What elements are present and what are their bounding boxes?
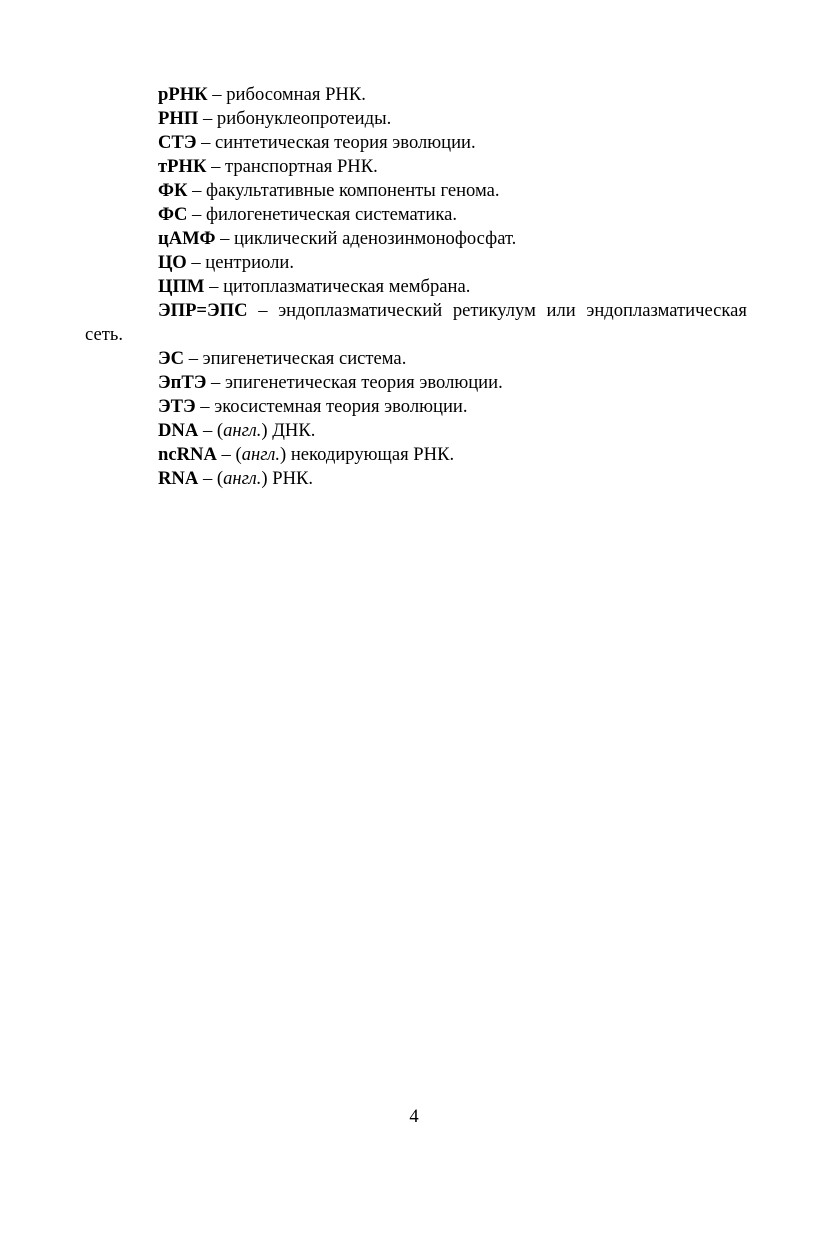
abbreviation-entry <box>85 395 747 419</box>
abbreviation-separator: – <box>247 300 279 321</box>
abbreviation-definition: факультативные компоненты генома. <box>206 180 500 201</box>
abbreviation-entry <box>85 347 747 371</box>
abbreviation-entry <box>85 203 747 227</box>
abbreviation-list <box>85 83 747 491</box>
abbreviation-entry <box>85 443 747 467</box>
abbreviation-separator: – <box>196 132 216 153</box>
abbreviation-definition: рибосомная РНК. <box>226 84 366 105</box>
abbreviation-separator: – <box>198 108 217 129</box>
abbreviation-entry <box>85 131 747 155</box>
abbreviation-entry <box>85 299 747 347</box>
abbreviation-entry <box>85 155 747 179</box>
abbreviation-separator: – ( <box>216 444 242 465</box>
abbreviation-separator: – <box>206 156 226 177</box>
abbreviation-separator: – ( <box>198 468 224 489</box>
abbreviation-separator: – <box>184 348 203 369</box>
abbreviation-definition: эпигенетическая система. <box>202 348 407 369</box>
abbreviation-term: ЭпТЭ <box>158 372 207 393</box>
abbreviation-definition: центриоли. <box>205 252 294 273</box>
abbreviation-entry <box>85 467 747 491</box>
abbreviation-separator: – <box>187 180 207 201</box>
abbreviation-definition: эндоплазматический ретикулум или эндоплазматическая сеть. <box>85 300 747 345</box>
abbreviation-term: ЦО <box>158 252 187 273</box>
abbreviation-definition: экосистемная теория эволюции. <box>214 396 468 417</box>
abbreviation-language-note: англ. <box>241 444 280 465</box>
abbreviation-definition: ) некодирующая РНК. <box>279 444 455 465</box>
abbreviation-definition: транспортная РНК. <box>225 156 378 177</box>
abbreviation-language-note: англ. <box>223 468 262 489</box>
abbreviation-entry <box>85 83 747 107</box>
abbreviation-entry <box>85 251 747 275</box>
abbreviation-term: рРНК <box>158 84 208 105</box>
abbreviation-entry <box>85 419 747 443</box>
abbreviation-term: тРНК <box>158 156 207 177</box>
abbreviation-definition: циклический аденозинмонофосфат. <box>234 228 517 249</box>
abbreviation-term: СТЭ <box>158 132 197 153</box>
abbreviation-definition: эпигенетическая теория эволюции. <box>224 372 503 393</box>
page-number: 4 <box>409 1106 419 1127</box>
abbreviation-separator: – <box>187 204 206 225</box>
abbreviation-term: РНП <box>158 108 199 129</box>
abbreviation-definition: ) ДНК. <box>261 420 316 441</box>
abbreviation-separator: – <box>195 396 215 417</box>
abbreviation-separator: – <box>215 228 235 249</box>
abbreviation-term: ЭС <box>158 348 185 369</box>
abbreviation-term: ЭТЭ <box>158 396 196 417</box>
abbreviation-separator: – <box>207 84 227 105</box>
abbreviation-term: ЭПР=ЭПС <box>158 300 248 321</box>
abbreviation-entry <box>85 227 747 251</box>
abbreviation-term: ncRNA <box>158 444 217 465</box>
abbreviation-separator: – ( <box>198 420 224 441</box>
abbreviation-entry <box>85 107 747 131</box>
abbreviation-definition: цитоплазматическая мембрана. <box>223 276 471 297</box>
abbreviation-separator: – <box>206 372 225 393</box>
abbreviation-separator: – <box>204 276 224 297</box>
abbreviation-definition: синтетическая теория эволюции. <box>215 132 476 153</box>
abbreviation-term: ЦПМ <box>158 276 205 297</box>
abbreviation-definition: ) РНК. <box>261 468 314 489</box>
abbreviation-term: цАМФ <box>158 228 216 249</box>
abbreviation-definition: рибонуклеопротеиды. <box>216 108 392 129</box>
abbreviation-term: ФК <box>158 180 188 201</box>
abbreviation-entry <box>85 275 747 299</box>
abbreviation-term: DNA <box>158 420 199 441</box>
abbreviation-definition: филогенетическая систематика. <box>206 204 457 225</box>
abbreviation-entry <box>85 371 747 395</box>
abbreviation-entry <box>85 179 747 203</box>
abbreviation-term: RNA <box>158 468 199 489</box>
abbreviation-term: ФС <box>158 204 188 225</box>
abbreviation-separator: – <box>186 252 206 273</box>
abbreviation-language-note: англ. <box>223 420 262 441</box>
